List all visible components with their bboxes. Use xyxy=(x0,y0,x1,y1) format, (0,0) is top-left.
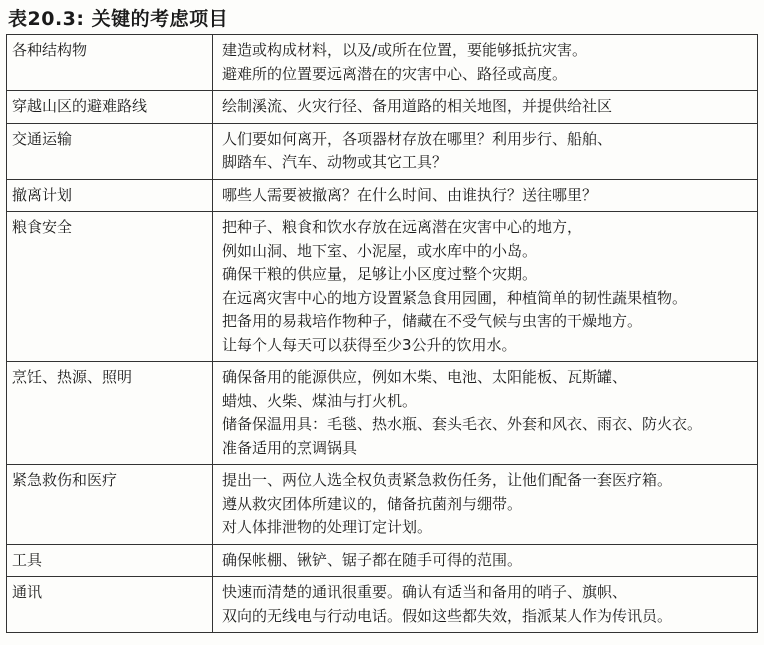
category-cell: 粮食安全 xyxy=(7,212,213,362)
description-cell xyxy=(213,123,758,179)
table-row xyxy=(7,212,758,362)
description-line: 把备用的易栽培作物种子，储藏在不受气候与虫害的干燥地方。 xyxy=(222,312,643,330)
description-line: 确保干粮的供应量，足够让小区度过整个灾期。 xyxy=(222,265,538,283)
table-row xyxy=(7,544,758,577)
category-cell: 穿越山区的避难路线 xyxy=(7,91,213,124)
table-row xyxy=(7,577,758,633)
description-line: 遵从救灾团体所建议的，储备抗菌剂与绷带。 xyxy=(222,494,523,513)
description-line: 快速而清楚的通讯很重要。确认有适当和备用的哨子、旗帜、 xyxy=(222,583,628,601)
table-row xyxy=(7,123,758,179)
description-line: 双向的无线电与行动电话。假如这些都失效，指派某人作为传讯员。 xyxy=(222,606,673,625)
description-line: 准备适用的烹调锅具 xyxy=(222,438,358,457)
description-line: 提出一、两位人选全权负责紧急救伤任务，让他们配备一套医疗箱。 xyxy=(222,471,673,489)
description-cell xyxy=(213,465,758,545)
description-line: 对人体排泄物的处理订定计划。 xyxy=(222,518,433,536)
description-line: 人们要如何离开，各项器材存放在哪里？利用步行、船舶、 xyxy=(222,129,613,148)
category-cell: 通讯 xyxy=(7,577,213,633)
description-line: 绘制溪流、火灾行径、备用道路的相关地图，并提供给社区 xyxy=(222,97,613,115)
category-cell: 交通运输 xyxy=(7,123,213,179)
description-line: 建造或构成材料，以及/或所在位置，要能够抵抗灾害。 xyxy=(222,41,588,59)
description-line: 确保帐棚、锹铲、锯子都在随手可得的范围。 xyxy=(222,550,523,569)
description-line: 避难所的位置要远离潜在的灾害中心、路径或高度。 xyxy=(222,64,568,83)
category-cell: 各种结构物 xyxy=(7,35,213,91)
category-cell: 工具 xyxy=(7,544,213,577)
description-line: 蜡烛、火柴、煤油与打火机。 xyxy=(222,391,418,410)
description-cell xyxy=(213,91,758,124)
table-row xyxy=(7,465,758,545)
description-cell xyxy=(213,362,758,465)
description-line: 确保备用的能源供应，例如木柴、电池、太阳能板、瓦斯罐、 xyxy=(222,368,628,386)
description-cell xyxy=(213,212,758,362)
table-row xyxy=(7,179,758,212)
description-line: 让每个人每天可以获得至少3公升的饮用水。 xyxy=(222,335,517,354)
considerations-table xyxy=(6,34,758,633)
description-cell xyxy=(213,544,758,577)
description-line: 例如山洞、地下室、小泥屋，或水库中的小岛。 xyxy=(222,241,538,260)
table-body xyxy=(7,35,758,633)
description-line: 脚踏车、汽车、动物或其它工具？ xyxy=(222,153,448,171)
description-cell xyxy=(213,35,758,91)
category-cell: 紧急救伤和医疗 xyxy=(7,465,213,545)
description-cell xyxy=(213,179,758,212)
table-row xyxy=(7,362,758,465)
description-line: 把种子、粮食和饮水存放在远离潜在灾害中心的地方， xyxy=(222,218,583,236)
description-line: 在远离灾害中心的地方设置紧急食用园圃，种植简单的韧性蔬果植物。 xyxy=(222,288,688,307)
table-caption: 表20.3: 关键的考虑项目 xyxy=(8,8,229,30)
table-row xyxy=(7,91,758,124)
category-cell: 撤离计划 xyxy=(7,179,213,212)
table-row xyxy=(7,35,758,91)
description-cell xyxy=(213,577,758,633)
description-line: 哪些人需要被撤离？在什么时间、由谁执行？送往哪里？ xyxy=(222,185,598,204)
category-cell: 烹饪、热源、照明 xyxy=(7,362,213,465)
description-line: 储备保温用具：毛毯、热水瓶、套头毛衣、外套和风衣、雨衣、防火衣。 xyxy=(222,415,703,433)
